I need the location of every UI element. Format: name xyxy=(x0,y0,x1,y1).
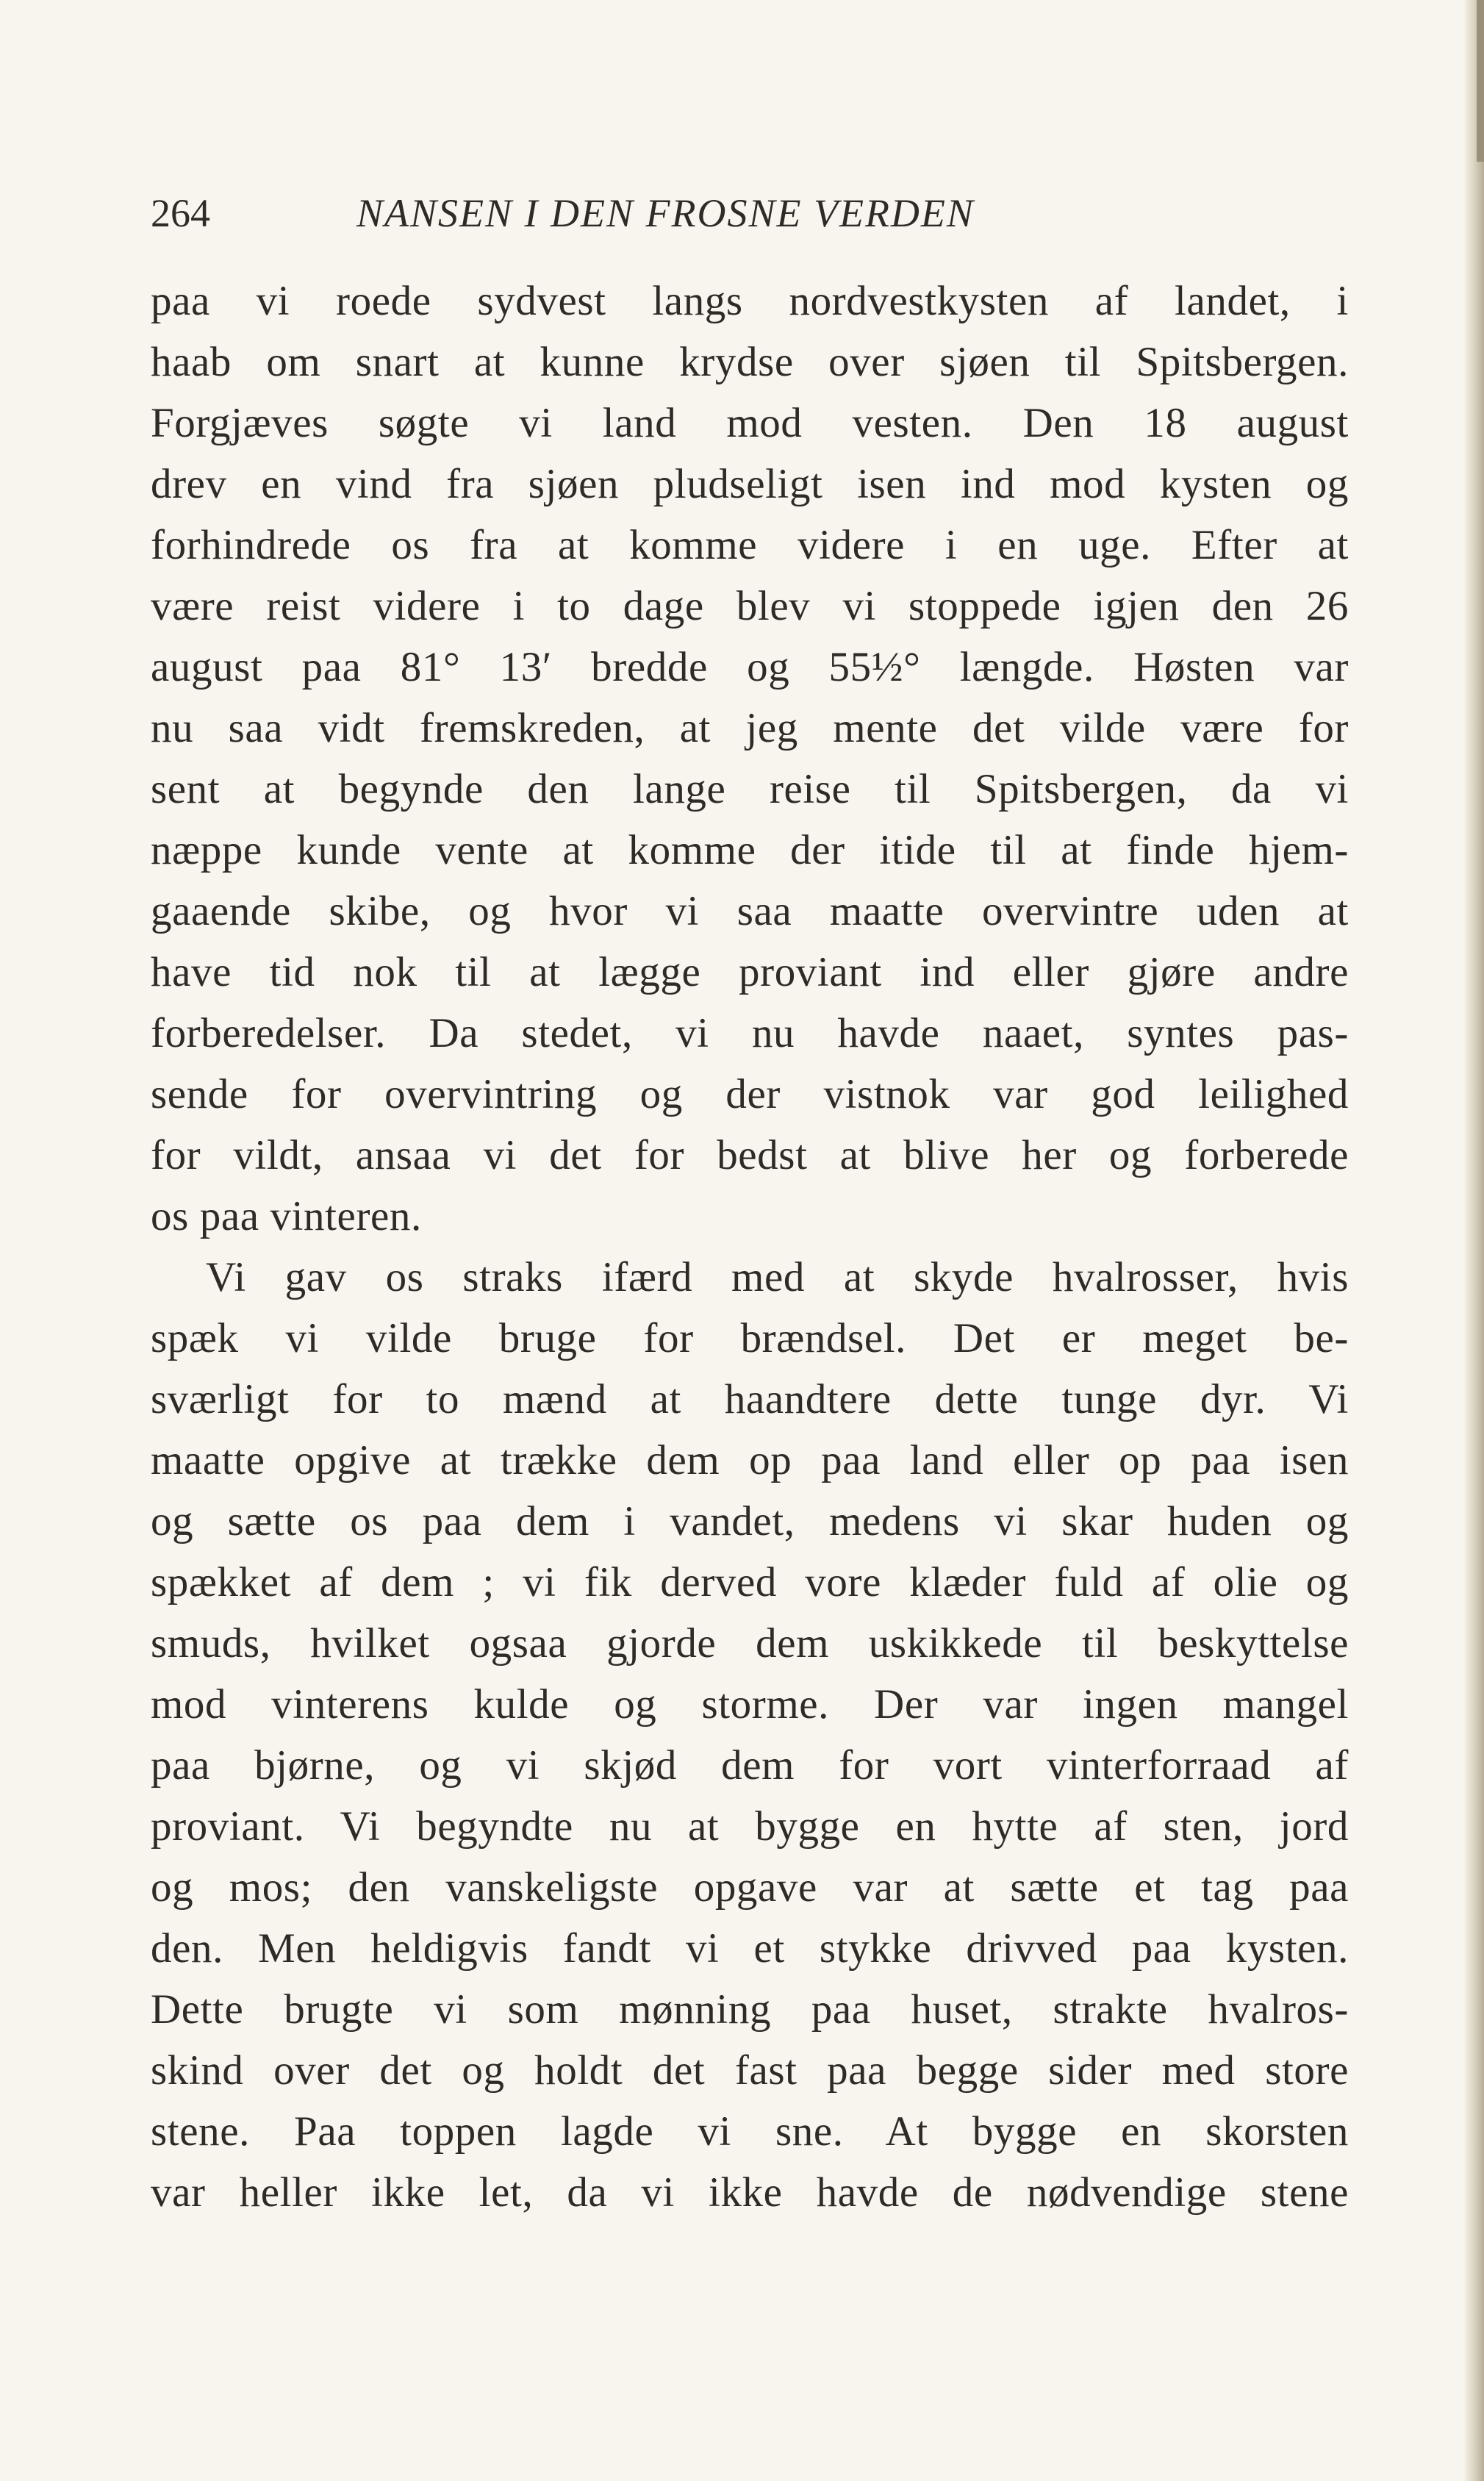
text-line: paa bjørne, og vi skjød dem for vort vinterforraad af xyxy=(151,1742,1349,1789)
running-title: NANSEN I DEN FROSNE VERDEN xyxy=(356,191,975,235)
spine-shadow xyxy=(1477,0,1484,162)
text-line: stene. Paa toppen lagde vi sne. At bygge en skorsten xyxy=(151,2108,1349,2155)
text-line: drev en vind fra sjøen pludseligt isen ind mod kysten og xyxy=(151,461,1349,507)
text-line: og mos; den vanskeligste opgave var at sætte et tag paa xyxy=(151,1864,1349,1911)
page-number: 264 xyxy=(151,191,210,235)
text-line: spæk vi vilde bruge for brændsel. Det er meget be- xyxy=(151,1315,1349,1361)
text-line: smuds, hvilket ogsaa gjorde dem uskikkede til beskyttelse xyxy=(151,1620,1349,1666)
text-line: proviant. Vi begyndte nu at bygge en hytte af sten, jord xyxy=(151,1803,1349,1850)
body-text xyxy=(151,271,1349,2223)
text-line: august paa 81° 13′ bredde og 55½° længde. Høsten var xyxy=(151,644,1349,690)
book-spine-edge xyxy=(1465,0,1484,2481)
text-line: nu saa vidt fremskreden, at jeg mente det vilde være for xyxy=(151,705,1349,751)
text-line: haab om snart at kunne krydse over sjøen til Spitsbergen. xyxy=(151,339,1349,385)
text-line: og sætte os paa dem i vandet, medens vi skar huden og xyxy=(151,1498,1349,1544)
text-line: mod vinterens kulde og storme. Der var ingen mangel xyxy=(151,1681,1349,1728)
text-line: var heller ikke let, da vi ikke havde de nødvendige stene xyxy=(151,2169,1349,2216)
text-line: være reist videre i to dage blev vi stoppede igjen den 26 xyxy=(151,583,1349,629)
text-line: forberedelser. Da stedet, vi nu havde naaet, syntes pas- xyxy=(151,1010,1349,1056)
text-line: Forgjæves søgte vi land mod vesten. Den 18 august xyxy=(151,400,1349,446)
text-line: spækket af dem ; vi fik derved vore klæder fuld af olie og xyxy=(151,1559,1349,1605)
text-line: Dette brugte vi som mønning paa huset, strakte hvalros- xyxy=(151,1986,1349,2033)
text-line: den. Men heldigvis fandt vi et stykke drivved paa kysten. xyxy=(151,1925,1349,1972)
text-line: for vildt, ansaa vi det for bedst at blive her og forberede xyxy=(151,1132,1349,1178)
text-line: sværligt for to mænd at haandtere dette tunge dyr. Vi xyxy=(151,1376,1349,1422)
text-line: skind over det og holdt det fast paa begge sider med store xyxy=(151,2047,1349,2094)
text-line: maatte opgive at trække dem op paa land eller op paa isen xyxy=(151,1437,1349,1483)
text-line: forhindrede os fra at komme videre i en uge. Efter at xyxy=(151,522,1349,568)
text-line: sende for overvintring og der vistnok var god leilighed xyxy=(151,1071,1349,1117)
text-line: sent at begynde den lange reise til Spitsbergen, da vi xyxy=(151,766,1349,812)
paragraph-first-line: Vi gav os straks ifærd med at skyde hvalrosser, hvis xyxy=(206,1254,1349,1300)
text-line: have tid nok til at lægge proviant ind eller gjøre andre xyxy=(151,949,1349,995)
text-line: gaaende skibe, og hvor vi saa maatte overvintre uden at xyxy=(151,888,1349,934)
running-head xyxy=(151,187,1150,239)
text-line: paa vi roede sydvest langs nordvestkysten af landet, i xyxy=(151,278,1349,324)
text-line: os paa vinteren. xyxy=(151,1193,422,1239)
text-line: næppe kunde vente at komme der itide til at finde hjem- xyxy=(151,827,1349,873)
